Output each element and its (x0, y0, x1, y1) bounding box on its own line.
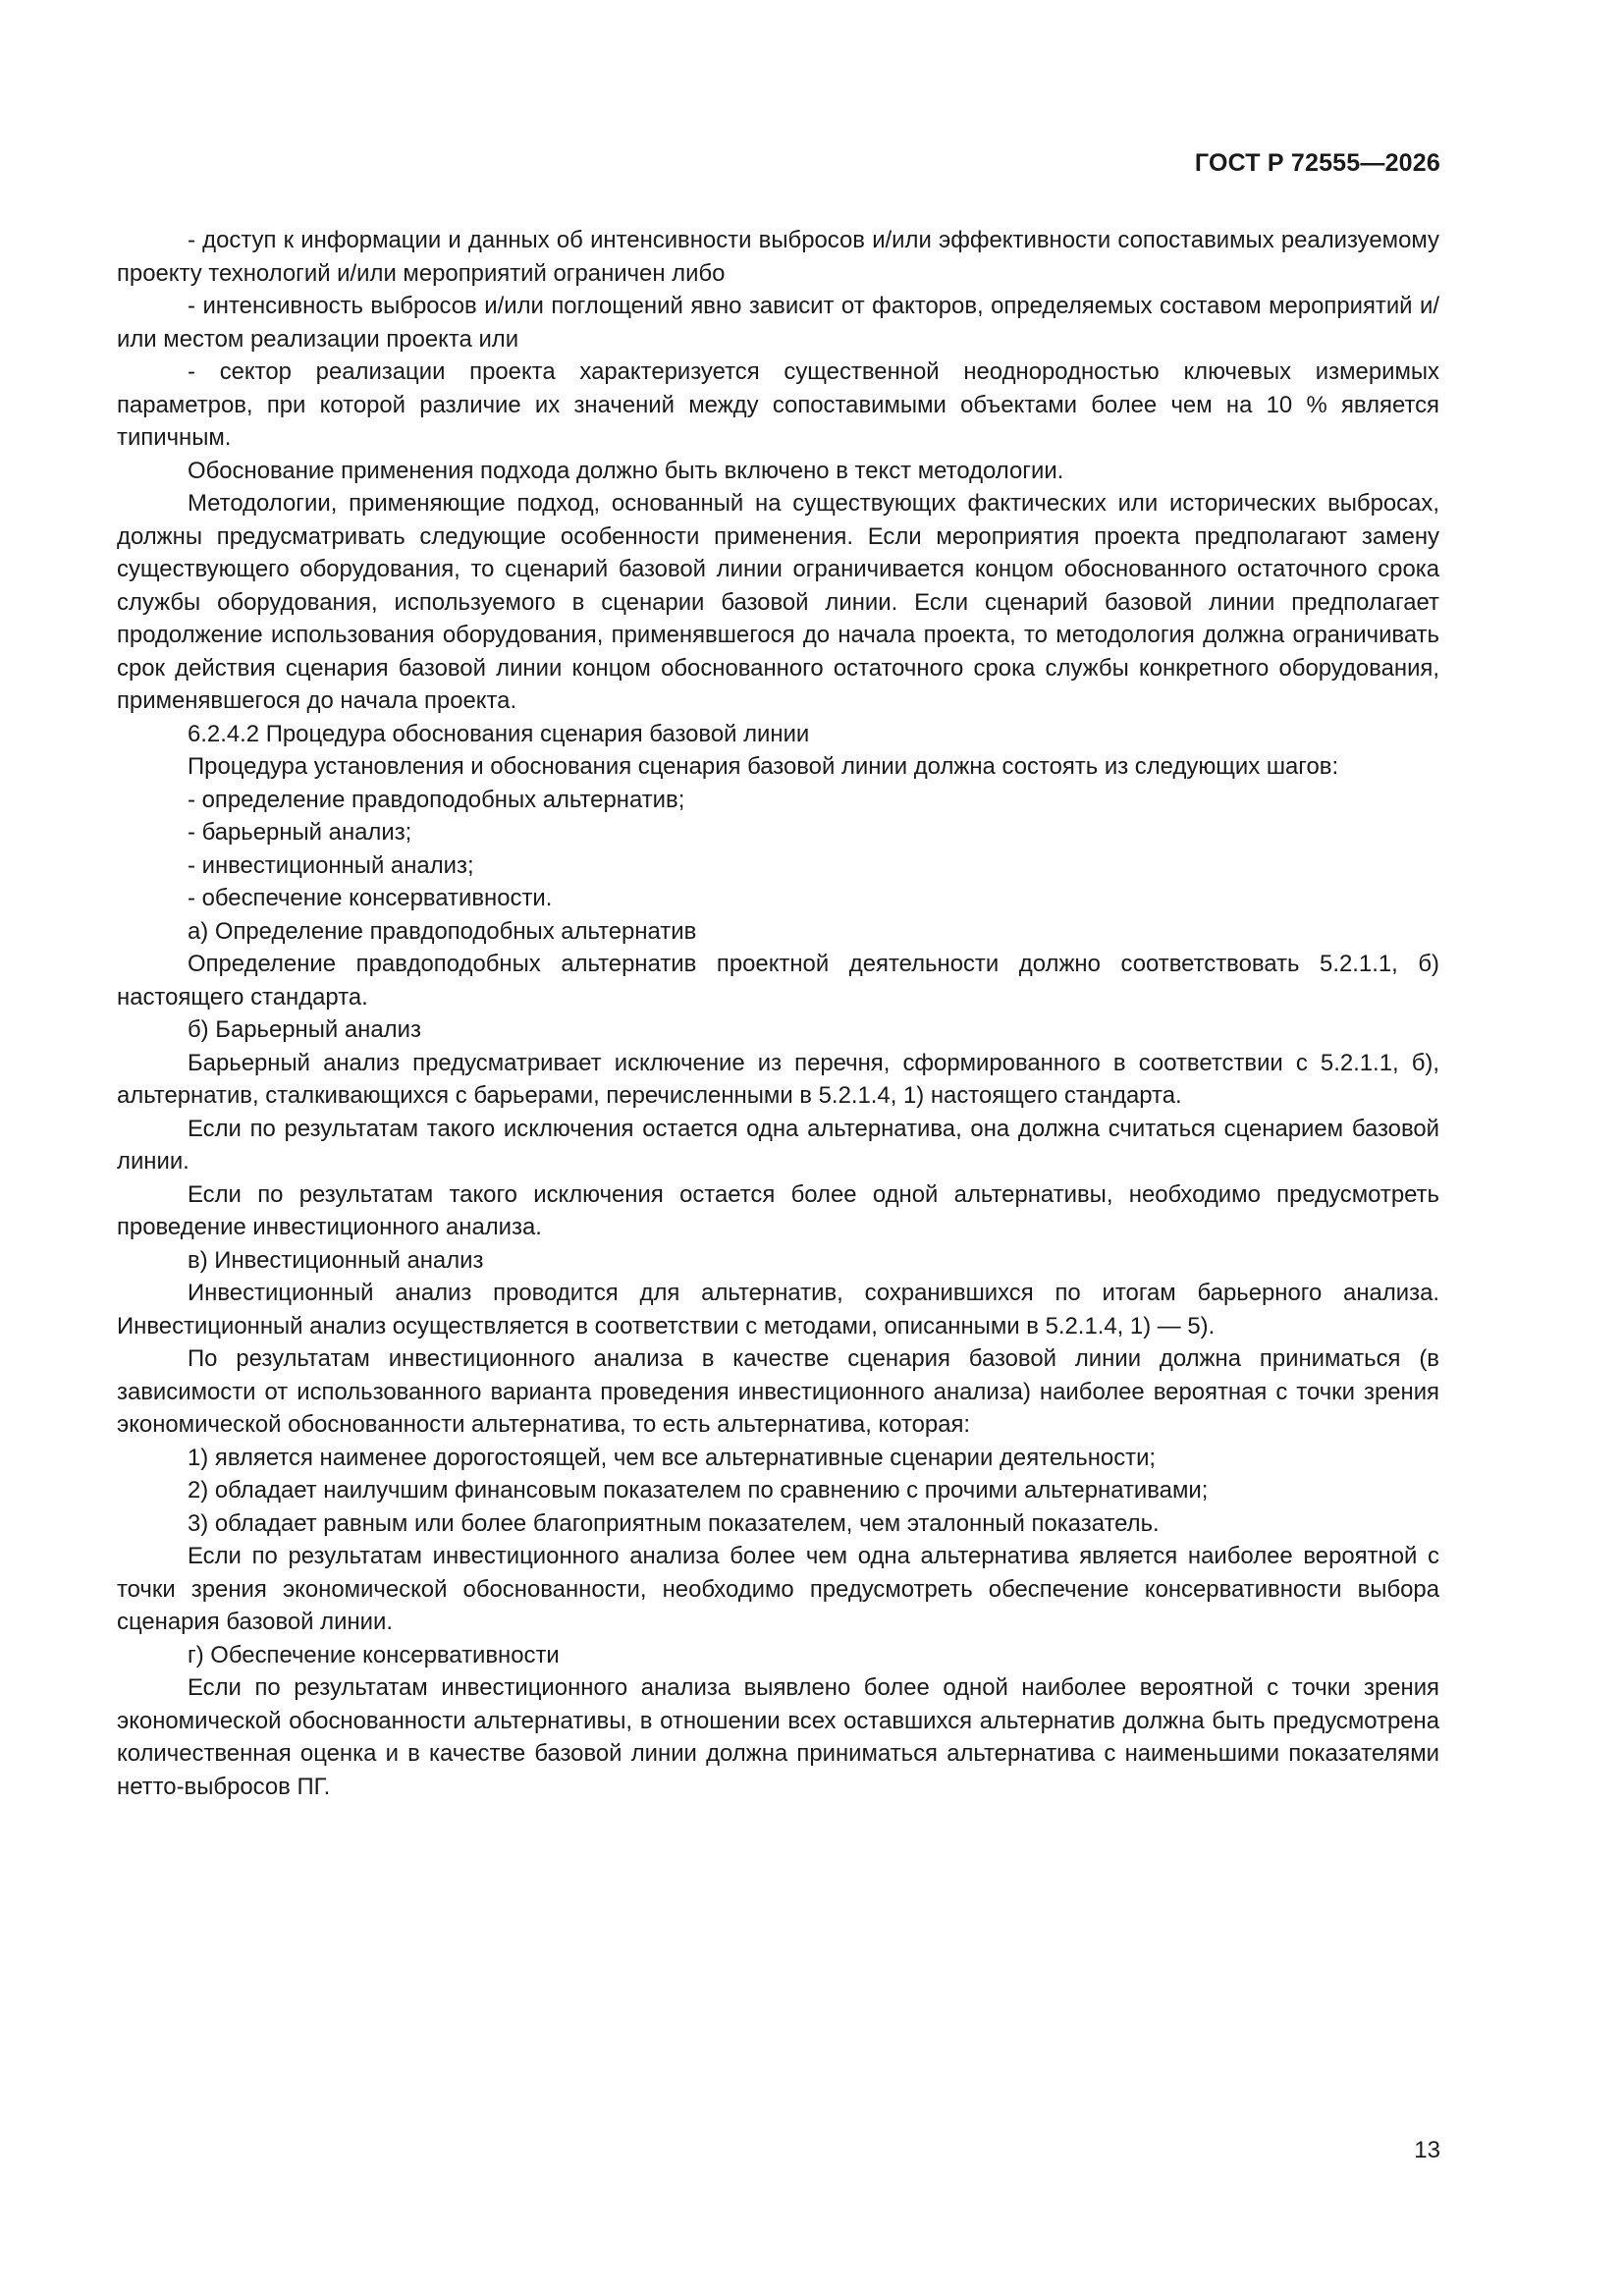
paragraph: Инвестиционный анализ проводится для альтернатив, сохранившихся по итогам барьерного анализа. Инвестиционный анализ осуществляется в соответствии с методами, описанными в 5.2.1.4, 1) — 5). (117, 1280, 1439, 1339)
paragraph: Если по результатам инвестиционного анализа более чем одна альтернатива является наиболее вероятной с точки зрения экономической обоснованности, необходимо предусмотреть обеспечение консервативности выбора сценария базовой линии. (117, 1543, 1439, 1635)
paragraph: Барьерный анализ предусматривает исключение из перечня, сформированного в соответствии с 5.2.1.1, б), альтернатив, сталкивающихся с барьерами, перечисленными в 5.2.1.4, 1) настоящего стандарта. (117, 1049, 1439, 1109)
paragraph: Обоснование применения подхода должно быть включено в текст методологии. (188, 457, 1064, 484)
paragraph: - доступ к информации и данных об интенсивности выбросов и/или эффективности сопоставимых реализуемому проекту технологий и/или мероприятий ограничен либо (117, 227, 1439, 287)
paragraph: По результатам инвестиционного анализа в качестве сценария базовой линии должна приниматься (в зависимости от использованного варианта проведения инвестиционного анализа) наиболее вероятная с точки зрения экономической обоснованности альтернатива, то есть альтернатива, которая: (117, 1345, 1439, 1438)
list-item: - определение правдоподобных альтернатив; (188, 786, 685, 813)
list-item: 3) обладает равным или более благоприятным показателем, чем эталонный показатель. (188, 1509, 1160, 1537)
page-number: 13 (1414, 2137, 1440, 2163)
subsection-heading: а) Определение правдоподобных альтернатив (188, 917, 697, 945)
paragraph: Если по результатам такого исключения остается более одной альтернативы, необходимо предусмотреть проведение инвестиционного анализа. (117, 1180, 1439, 1240)
paragraph: Если по результатам инвестиционного анализа выявлено более одной наиболее вероятной с точки зрения экономической обоснованности альтернативы, в отношении всех оставшихся альтернатив должна быть предусмотрена количественная оценка и в качестве базовой линии должна приниматься альтернатива с наименьшими показателями нетто-выбросов ПГ. (117, 1674, 1439, 1800)
paragraph: Определение правдоподобных альтернатив проектной деятельности должно соответствовать 5.2.1.1, б) настоящего стандарта. (117, 951, 1439, 1011)
list-item: - инвестиционный анализ; (188, 851, 474, 879)
paragraph: - сектор реализации проекта характеризуется существенной неоднородностью ключевых измеримых параметров, при которой различие их значений между сопоставимыми объектами более чем на 10 % является типичным. (117, 358, 1439, 451)
subsection-heading: б) Барьерный анализ (188, 1016, 421, 1043)
paragraph: Процедура установления и обоснования сценария базовой линии должна состоять из следующих шагов: (188, 753, 1339, 780)
list-item: - обеспечение консервативности. (188, 885, 553, 911)
document-body (117, 224, 1439, 1803)
list-item: - барьерный анализ; (188, 819, 412, 846)
section-heading: 6.2.4.2 Процедура обоснования сценария базовой линии (188, 720, 810, 747)
paragraph: Методологии, применяющие подход, основанный на существующих фактических или исторических выбросах, должны предусматривать следующие особенности применения. Если мероприятия проекта предполагают замену существующего оборудования, то сценарий базовой линии ограничивается концом обоснованного остаточного срока службы оборудования, используемого в сценарии базовой линии. Если сценарий базовой линии предполагает продолжение использования оборудования, применявшегося до начала проекта, то методология должна ограничивать срок действия сценария базовой линии концом обоснованного остаточного срока службы конкретного оборудования, применявшегося до начала проекта. (117, 490, 1439, 714)
subsection-heading: г) Обеспечение консервативности (188, 1641, 560, 1668)
subsection-heading: в) Инвестиционный анализ (188, 1246, 484, 1274)
list-item: 2) обладает наилучшим финансовым показателем по сравнению с прочими альтернативами; (188, 1477, 1209, 1503)
document-standard-id: ГОСТ Р 72555—2026 (1194, 149, 1440, 177)
paragraph: - интенсивность выбросов и/или поглощений явно зависит от факторов, определяемых составом мероприятий и/или местом реализации проекта или (117, 293, 1439, 353)
paragraph: Если по результатам такого исключения остается одна альтернатива, она должна считаться сценарием базовой линии. (117, 1115, 1439, 1175)
list-item: 1) является наименее дорогостоящей, чем все альтернативные сценарии деятельности; (188, 1444, 1157, 1471)
